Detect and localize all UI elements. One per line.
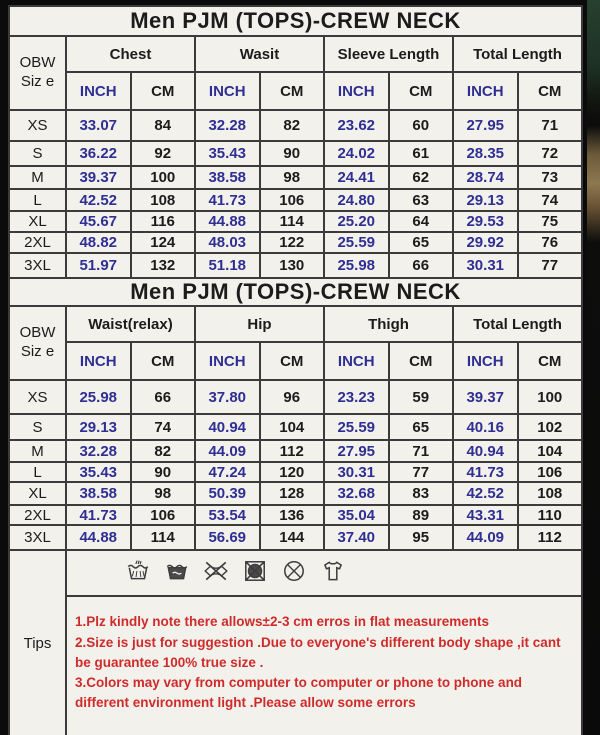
inch-value-cell: 37.80 xyxy=(195,380,260,414)
cm-value-cell: 75 xyxy=(518,211,583,232)
cm-value-cell: 136 xyxy=(260,505,325,525)
inch-value-cell: 45.67 xyxy=(66,211,131,232)
cm-value-cell: 90 xyxy=(260,141,325,166)
size-header-line1: OBW xyxy=(19,324,56,342)
cm-value-cell: 122 xyxy=(260,232,325,253)
inch-value-cell: 30.31 xyxy=(324,462,389,482)
do-not-tumble-dry-icon xyxy=(242,558,268,584)
unit-cm: CM xyxy=(131,72,196,110)
tips-label: Tips xyxy=(9,550,66,735)
cm-value-cell: 65 xyxy=(389,232,454,253)
size-table-tops-upper xyxy=(8,5,583,279)
inch-value-cell: 32.28 xyxy=(195,110,260,141)
size-cell: S xyxy=(9,141,66,166)
cm-value-cell: 74 xyxy=(131,414,196,440)
unit-cm: CM xyxy=(518,342,583,380)
size-table-tops-lower xyxy=(8,277,583,551)
cm-value-cell: 120 xyxy=(260,462,325,482)
inch-value-cell: 51.97 xyxy=(66,253,131,278)
cm-value-cell: 77 xyxy=(518,253,583,278)
inch-value-cell: 41.73 xyxy=(453,462,518,482)
inch-value-cell: 35.43 xyxy=(66,462,131,482)
cm-value-cell: 112 xyxy=(518,525,583,550)
cm-value-cell: 89 xyxy=(389,505,454,525)
cm-value-cell: 96 xyxy=(260,380,325,414)
inch-value-cell: 35.04 xyxy=(324,505,389,525)
cm-value-cell: 59 xyxy=(389,380,454,414)
unit-cm: CM xyxy=(389,72,454,110)
inch-value-cell: 23.23 xyxy=(324,380,389,414)
group-header-total-length: Total Length xyxy=(453,306,582,342)
inch-value-cell: 28.74 xyxy=(453,166,518,189)
cm-value-cell: 82 xyxy=(260,110,325,141)
inch-value-cell: 42.52 xyxy=(453,482,518,505)
group-header-thigh: Thigh xyxy=(324,306,453,342)
inch-value-cell: 39.37 xyxy=(453,380,518,414)
cm-value-cell: 63 xyxy=(389,189,454,211)
table-row xyxy=(9,141,582,166)
cm-value-cell: 114 xyxy=(131,525,196,550)
cm-value-cell: 100 xyxy=(131,166,196,189)
inch-value-cell: 38.58 xyxy=(66,482,131,505)
table-row xyxy=(9,440,582,462)
group-header-waist-relax: Waist(relax) xyxy=(66,306,195,342)
inch-value-cell: 27.95 xyxy=(324,440,389,462)
inch-value-cell: 51.18 xyxy=(195,253,260,278)
table-row xyxy=(9,505,582,525)
inch-value-cell: 40.16 xyxy=(453,414,518,440)
cm-value-cell: 106 xyxy=(131,505,196,525)
cm-value-cell: 62 xyxy=(389,166,454,189)
size-header-line1: OBW xyxy=(19,54,56,72)
inch-value-cell: 23.62 xyxy=(324,110,389,141)
tips-text xyxy=(66,596,582,735)
cm-value-cell: 104 xyxy=(260,414,325,440)
table-row xyxy=(9,253,582,278)
cm-value-cell: 98 xyxy=(131,482,196,505)
cm-value-cell: 65 xyxy=(389,414,454,440)
photo-edge-strip xyxy=(587,0,600,735)
cm-value-cell: 92 xyxy=(131,141,196,166)
cm-value-cell: 76 xyxy=(518,232,583,253)
inch-value-cell: 40.94 xyxy=(453,440,518,462)
shirt-icon xyxy=(320,558,346,584)
cm-value-cell: 106 xyxy=(260,189,325,211)
unit-inch: INCH xyxy=(324,342,389,380)
table-row xyxy=(9,166,582,189)
size-header-line2: Siz e xyxy=(20,73,55,90)
inch-value-cell: 30.31 xyxy=(453,253,518,278)
size-cell: 2XL xyxy=(9,505,66,525)
cm-value-cell: 106 xyxy=(518,462,583,482)
table-row xyxy=(9,211,582,232)
cm-value-cell: 74 xyxy=(518,189,583,211)
group-header-waist: Wasit xyxy=(195,36,324,72)
cm-value-cell: 77 xyxy=(389,462,454,482)
cm-value-cell: 124 xyxy=(131,232,196,253)
group-header-total-length: Total Length xyxy=(453,36,582,72)
inch-value-cell: 50.39 xyxy=(195,482,260,505)
unit-inch: INCH xyxy=(453,342,518,380)
table-row xyxy=(9,189,582,211)
cm-value-cell: 72 xyxy=(518,141,583,166)
size-chart-content xyxy=(8,5,583,735)
table1-title: Men PJM (TOPS)-CREW NECK xyxy=(9,6,582,36)
care-and-tips-section xyxy=(8,549,583,735)
inch-value-cell: 29.13 xyxy=(66,414,131,440)
inch-value-cell: 48.82 xyxy=(66,232,131,253)
unit-cm: CM xyxy=(260,72,325,110)
inch-value-cell: 25.59 xyxy=(324,414,389,440)
inch-value-cell: 27.95 xyxy=(453,110,518,141)
inch-value-cell: 43.31 xyxy=(453,505,518,525)
size-cell: XL xyxy=(9,482,66,505)
cm-value-cell: 84 xyxy=(131,110,196,141)
inch-value-cell: 28.35 xyxy=(453,141,518,166)
inch-value-cell: 25.20 xyxy=(324,211,389,232)
tips-line-2: 2.Size is just for suggestion .Due to everyone's different body shape ,it cant be guarantee 100% true size . xyxy=(75,634,561,670)
size-header-line2: Siz e xyxy=(20,343,55,360)
inch-value-cell: 36.22 xyxy=(66,141,131,166)
cm-value-cell: 90 xyxy=(131,462,196,482)
tips-line-3: 3.Colors may vary from computer to computer or phone to phone and different environment light .Please allow some errors xyxy=(75,675,523,711)
inch-value-cell: 35.43 xyxy=(195,141,260,166)
unit-cm: CM xyxy=(260,342,325,380)
inch-value-cell: 25.98 xyxy=(66,380,131,414)
size-cell: M xyxy=(9,166,66,189)
inch-value-cell: 24.41 xyxy=(324,166,389,189)
unit-cm: CM xyxy=(389,342,454,380)
inch-value-cell: 41.73 xyxy=(66,505,131,525)
table-row xyxy=(9,232,582,253)
size-cell: L xyxy=(9,462,66,482)
inch-value-cell: 56.69 xyxy=(195,525,260,550)
table2-title: Men PJM (TOPS)-CREW NECK xyxy=(9,278,582,306)
table-row xyxy=(9,482,582,505)
table-row xyxy=(9,380,582,414)
unit-header-row xyxy=(9,342,582,380)
cm-value-cell: 108 xyxy=(518,482,583,505)
do-not-wring-icon xyxy=(203,558,229,584)
unit-inch: INCH xyxy=(324,72,389,110)
cm-value-cell: 98 xyxy=(260,166,325,189)
cm-value-cell: 64 xyxy=(389,211,454,232)
inch-value-cell: 29.13 xyxy=(453,189,518,211)
inch-value-cell: 44.09 xyxy=(453,525,518,550)
size-cell: M xyxy=(9,440,66,462)
tips-line-1: 1.Plz kindly note there allows±2-3 cm erros in flat measurements xyxy=(75,614,490,630)
size-cell: XL xyxy=(9,211,66,232)
hand-wash-icon xyxy=(125,558,151,584)
unit-cm: CM xyxy=(131,342,196,380)
inch-value-cell: 24.80 xyxy=(324,189,389,211)
unit-inch: INCH xyxy=(195,342,260,380)
table-row xyxy=(9,110,582,141)
inch-value-cell: 38.58 xyxy=(195,166,260,189)
care-icons-row xyxy=(66,550,582,596)
unit-inch: INCH xyxy=(195,72,260,110)
unit-inch: INCH xyxy=(453,72,518,110)
inch-value-cell: 24.02 xyxy=(324,141,389,166)
group-header-hip: Hip xyxy=(195,306,324,342)
cm-value-cell: 71 xyxy=(518,110,583,141)
inch-value-cell: 44.88 xyxy=(195,211,260,232)
inch-value-cell: 32.28 xyxy=(66,440,131,462)
inch-value-cell: 29.92 xyxy=(453,232,518,253)
inch-value-cell: 32.68 xyxy=(324,482,389,505)
cm-value-cell: 61 xyxy=(389,141,454,166)
cm-value-cell: 82 xyxy=(131,440,196,462)
do-not-dry-clean-icon xyxy=(281,558,307,584)
cm-value-cell: 112 xyxy=(260,440,325,462)
unit-header-row xyxy=(9,72,582,110)
cm-value-cell: 100 xyxy=(518,380,583,414)
unit-inch: INCH xyxy=(66,342,131,380)
inch-value-cell: 44.09 xyxy=(195,440,260,462)
inch-value-cell: 41.73 xyxy=(195,189,260,211)
cm-value-cell: 71 xyxy=(389,440,454,462)
wash-tub-icon xyxy=(164,558,190,584)
size-cell: L xyxy=(9,189,66,211)
group-header-sleeve-length: Sleeve Length xyxy=(324,36,453,72)
cm-value-cell: 116 xyxy=(131,211,196,232)
table-row xyxy=(9,525,582,550)
cm-value-cell: 130 xyxy=(260,253,325,278)
inch-value-cell: 42.52 xyxy=(66,189,131,211)
unit-inch: INCH xyxy=(66,72,131,110)
cm-value-cell: 60 xyxy=(389,110,454,141)
inch-value-cell: 40.94 xyxy=(195,414,260,440)
size-cell: 3XL xyxy=(9,253,66,278)
inch-value-cell: 44.88 xyxy=(66,525,131,550)
cm-value-cell: 108 xyxy=(131,189,196,211)
table-row xyxy=(9,414,582,440)
cm-value-cell: 128 xyxy=(260,482,325,505)
table-row xyxy=(9,462,582,482)
cm-value-cell: 66 xyxy=(389,253,454,278)
cm-value-cell: 144 xyxy=(260,525,325,550)
inch-value-cell: 25.98 xyxy=(324,253,389,278)
size-cell: 2XL xyxy=(9,232,66,253)
inch-value-cell: 25.59 xyxy=(324,232,389,253)
cm-value-cell: 110 xyxy=(518,505,583,525)
inch-value-cell: 48.03 xyxy=(195,232,260,253)
cm-value-cell: 73 xyxy=(518,166,583,189)
cm-value-cell: 66 xyxy=(131,380,196,414)
size-cell: XS xyxy=(9,380,66,414)
inch-value-cell: 47.24 xyxy=(195,462,260,482)
size-column-header xyxy=(9,306,66,380)
cm-value-cell: 114 xyxy=(260,211,325,232)
cm-value-cell: 102 xyxy=(518,414,583,440)
inch-value-cell: 29.53 xyxy=(453,211,518,232)
inch-value-cell: 33.07 xyxy=(66,110,131,141)
cm-value-cell: 104 xyxy=(518,440,583,462)
group-header-chest: Chest xyxy=(66,36,195,72)
inch-value-cell: 39.37 xyxy=(66,166,131,189)
cm-value-cell: 132 xyxy=(131,253,196,278)
inch-value-cell: 37.40 xyxy=(324,525,389,550)
cm-value-cell: 95 xyxy=(389,525,454,550)
size-cell: 3XL xyxy=(9,525,66,550)
unit-cm: CM xyxy=(518,72,583,110)
size-column-header xyxy=(9,36,66,110)
cm-value-cell: 83 xyxy=(389,482,454,505)
inch-value-cell: 53.54 xyxy=(195,505,260,525)
size-cell: XS xyxy=(9,110,66,141)
size-cell: S xyxy=(9,414,66,440)
